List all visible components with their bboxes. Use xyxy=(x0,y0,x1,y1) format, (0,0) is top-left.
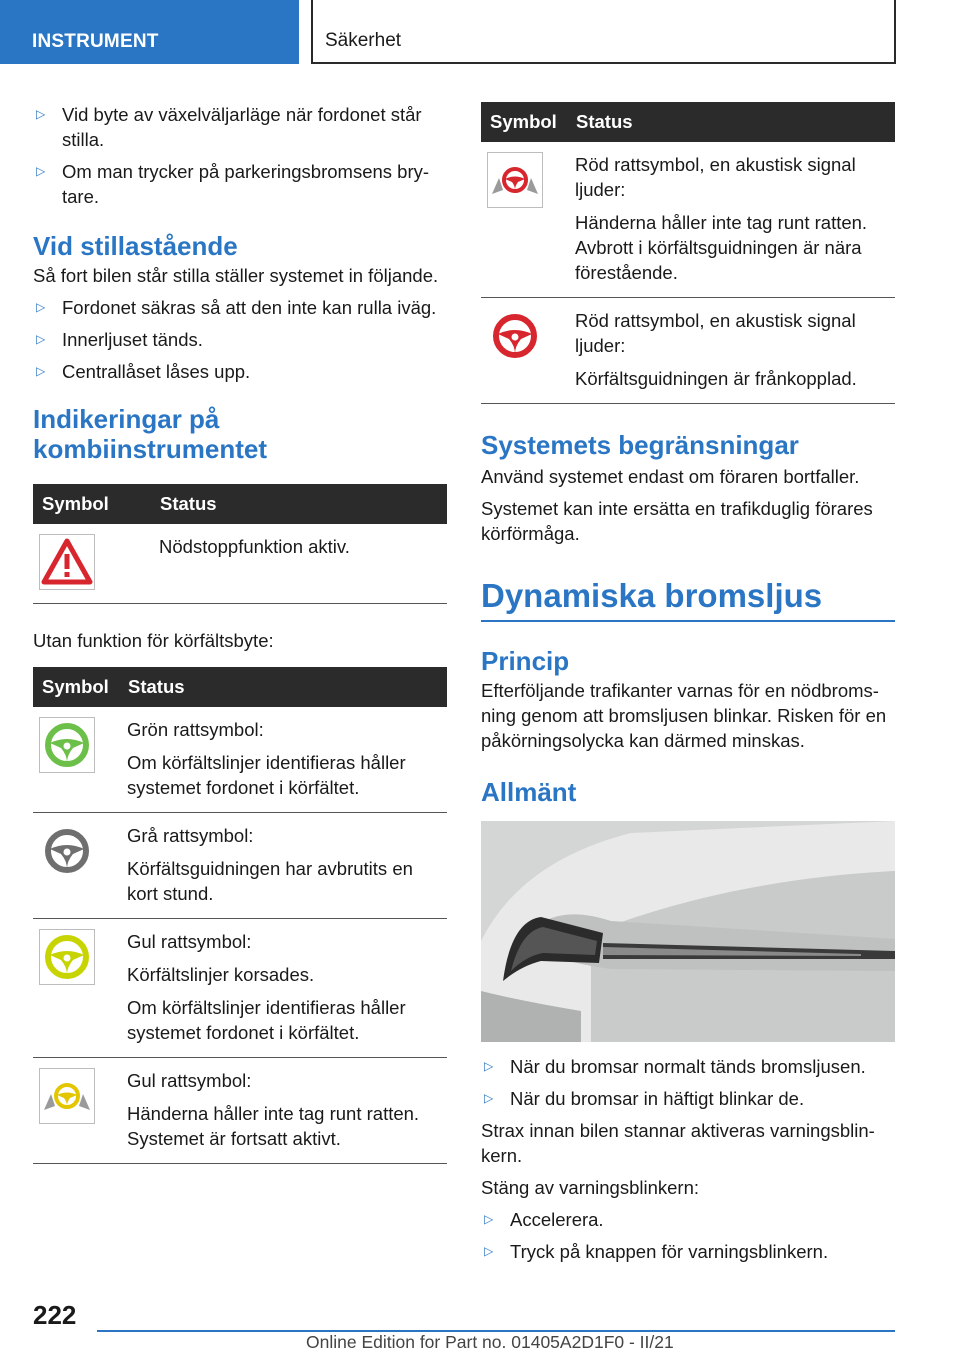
column-header-symbol: Symbol xyxy=(33,484,151,524)
table-row: Grön rattsymbol: Om körfältslinjer identifieras håller systemet fordonet i körfältet. xyxy=(33,707,447,813)
limits-heading: Systemets begränsningar xyxy=(481,430,799,460)
section-tab: INSTRUMENT xyxy=(0,0,299,64)
red-symbol-table xyxy=(481,102,895,404)
hazard-off-label: Stäng av varningsblinkern: xyxy=(481,1177,700,1198)
table-row: Röd rattsymbol, en akustisk signal ljuder: Händerna håller inte tag runt ratten. Avbrott i körfältsguidningen är nära förestående. xyxy=(481,142,895,298)
rear-light-illustration xyxy=(481,821,895,1042)
column-header-status: Status xyxy=(567,102,895,142)
triangle-bullet-icon: ▷ xyxy=(36,332,46,346)
list-item: ▷ Centrallåset låses upp. xyxy=(36,361,251,382)
column-header-status: Status xyxy=(119,667,447,707)
steering-wheel-green-icon xyxy=(39,717,95,773)
list-item: ▷ Vid byte av växelväljarläge när fordonet står stilla. xyxy=(36,104,422,150)
left-column xyxy=(33,102,447,1164)
table-row: Röd rattsymbol, en akustisk signal ljuder: Körfältsguidningen är frånkopplad. xyxy=(481,298,895,404)
triangle-bullet-icon: ▷ xyxy=(36,300,46,314)
list-item: ▷ Om man trycker på parkeringsbromsens bry-tare. xyxy=(36,161,430,207)
general-heading: Allmänt xyxy=(481,777,577,807)
list-item: ▷ Innerljuset tänds. xyxy=(36,329,203,350)
top-bullet-list xyxy=(33,102,447,209)
right-column xyxy=(481,102,895,1271)
stationary-heading: Vid stillastående xyxy=(33,231,238,261)
stationary-bullet-list xyxy=(33,295,447,384)
triangle-bullet-icon: ▷ xyxy=(36,164,46,178)
dynamic-brake-lights-heading: Dynamiska bromsljus xyxy=(481,576,895,622)
triangle-bullet-icon: ▷ xyxy=(484,1244,494,1258)
lane-guidance-table xyxy=(33,667,447,1164)
page-header xyxy=(0,0,960,66)
table-row: Nödstoppfunktion aktiv. xyxy=(33,524,447,604)
column-header-status: Status xyxy=(151,484,447,524)
triangle-bullet-icon: ▷ xyxy=(484,1059,494,1073)
warning-triangle-icon xyxy=(39,534,95,590)
page-number: 222 xyxy=(33,1300,77,1330)
indicators-heading: Indikeringar på kombiinstrumentet xyxy=(33,404,268,464)
table-row: Grå rattsymbol: Körfältsguidningen har avbrutits en kort stund. xyxy=(33,813,447,919)
stationary-intro: Så fort bilen står stilla ställer systemet in följande. xyxy=(33,265,439,286)
principle-heading: Princip xyxy=(481,646,570,676)
indicator-table xyxy=(33,484,447,604)
table-row: Gul rattsymbol: Händerna håller inte tag runt ratten. Systemet är fortsatt aktivt. xyxy=(33,1058,447,1164)
chapter-title: Säkerhet xyxy=(311,0,896,64)
limits-paragraph-2: Systemet kan inte ersätta en trafikduglig förares körförmåga. xyxy=(481,498,873,544)
triangle-bullet-icon: ▷ xyxy=(484,1212,494,1226)
column-header-symbol: Symbol xyxy=(481,102,567,142)
steering-wheel-hands-red-icon xyxy=(487,152,543,208)
triangle-bullet-icon: ▷ xyxy=(36,364,46,378)
general-bullet-list xyxy=(481,1054,895,1111)
limits-paragraph-1: Använd systemet endast om föraren bortfaller. xyxy=(481,466,860,487)
column-header-symbol: Symbol xyxy=(33,667,119,707)
hazard-off-bullet-list xyxy=(481,1207,895,1264)
steering-wheel-red-icon xyxy=(487,308,543,364)
table-row: Gul rattsymbol: Körfältslinjer korsades. Om körfältslinjer identifieras håller systemet fordonet i körfältet. xyxy=(33,919,447,1058)
steering-wheel-gray-icon xyxy=(39,823,95,879)
no-lane-change-label: Utan funktion för körfältsbyte: xyxy=(33,630,274,651)
principle-text: Efterföljande trafikanter varnas för en nödbroms-ning genom att bromsljusen blinkar. Risken för en påkörningsolycka kan därmed minskas. xyxy=(481,680,887,751)
list-item: ▷ Tryck på knappen för varningsblinkern. xyxy=(484,1241,829,1262)
list-item: ▷ När du bromsar normalt tänds bromsljusen. xyxy=(484,1056,866,1077)
steering-wheel-yellow-icon xyxy=(39,929,95,985)
list-item: ▷ Accelerera. xyxy=(484,1209,604,1230)
list-item: ▷ När du bromsar in häftigt blinkar de. xyxy=(484,1088,805,1109)
triangle-bullet-icon: ▷ xyxy=(36,107,46,121)
steering-wheel-hands-yellow-icon xyxy=(39,1068,95,1124)
hazard-text: Strax innan bilen stannar aktiveras varningsblin-kern. xyxy=(481,1120,875,1166)
triangle-bullet-icon: ▷ xyxy=(484,1091,494,1105)
list-item: ▷ Fordonet säkras så att den inte kan rulla iväg. xyxy=(36,297,437,318)
edition-text: Online Edition for Part no. 01405A2D1F0 - II/21 xyxy=(306,1332,674,1352)
